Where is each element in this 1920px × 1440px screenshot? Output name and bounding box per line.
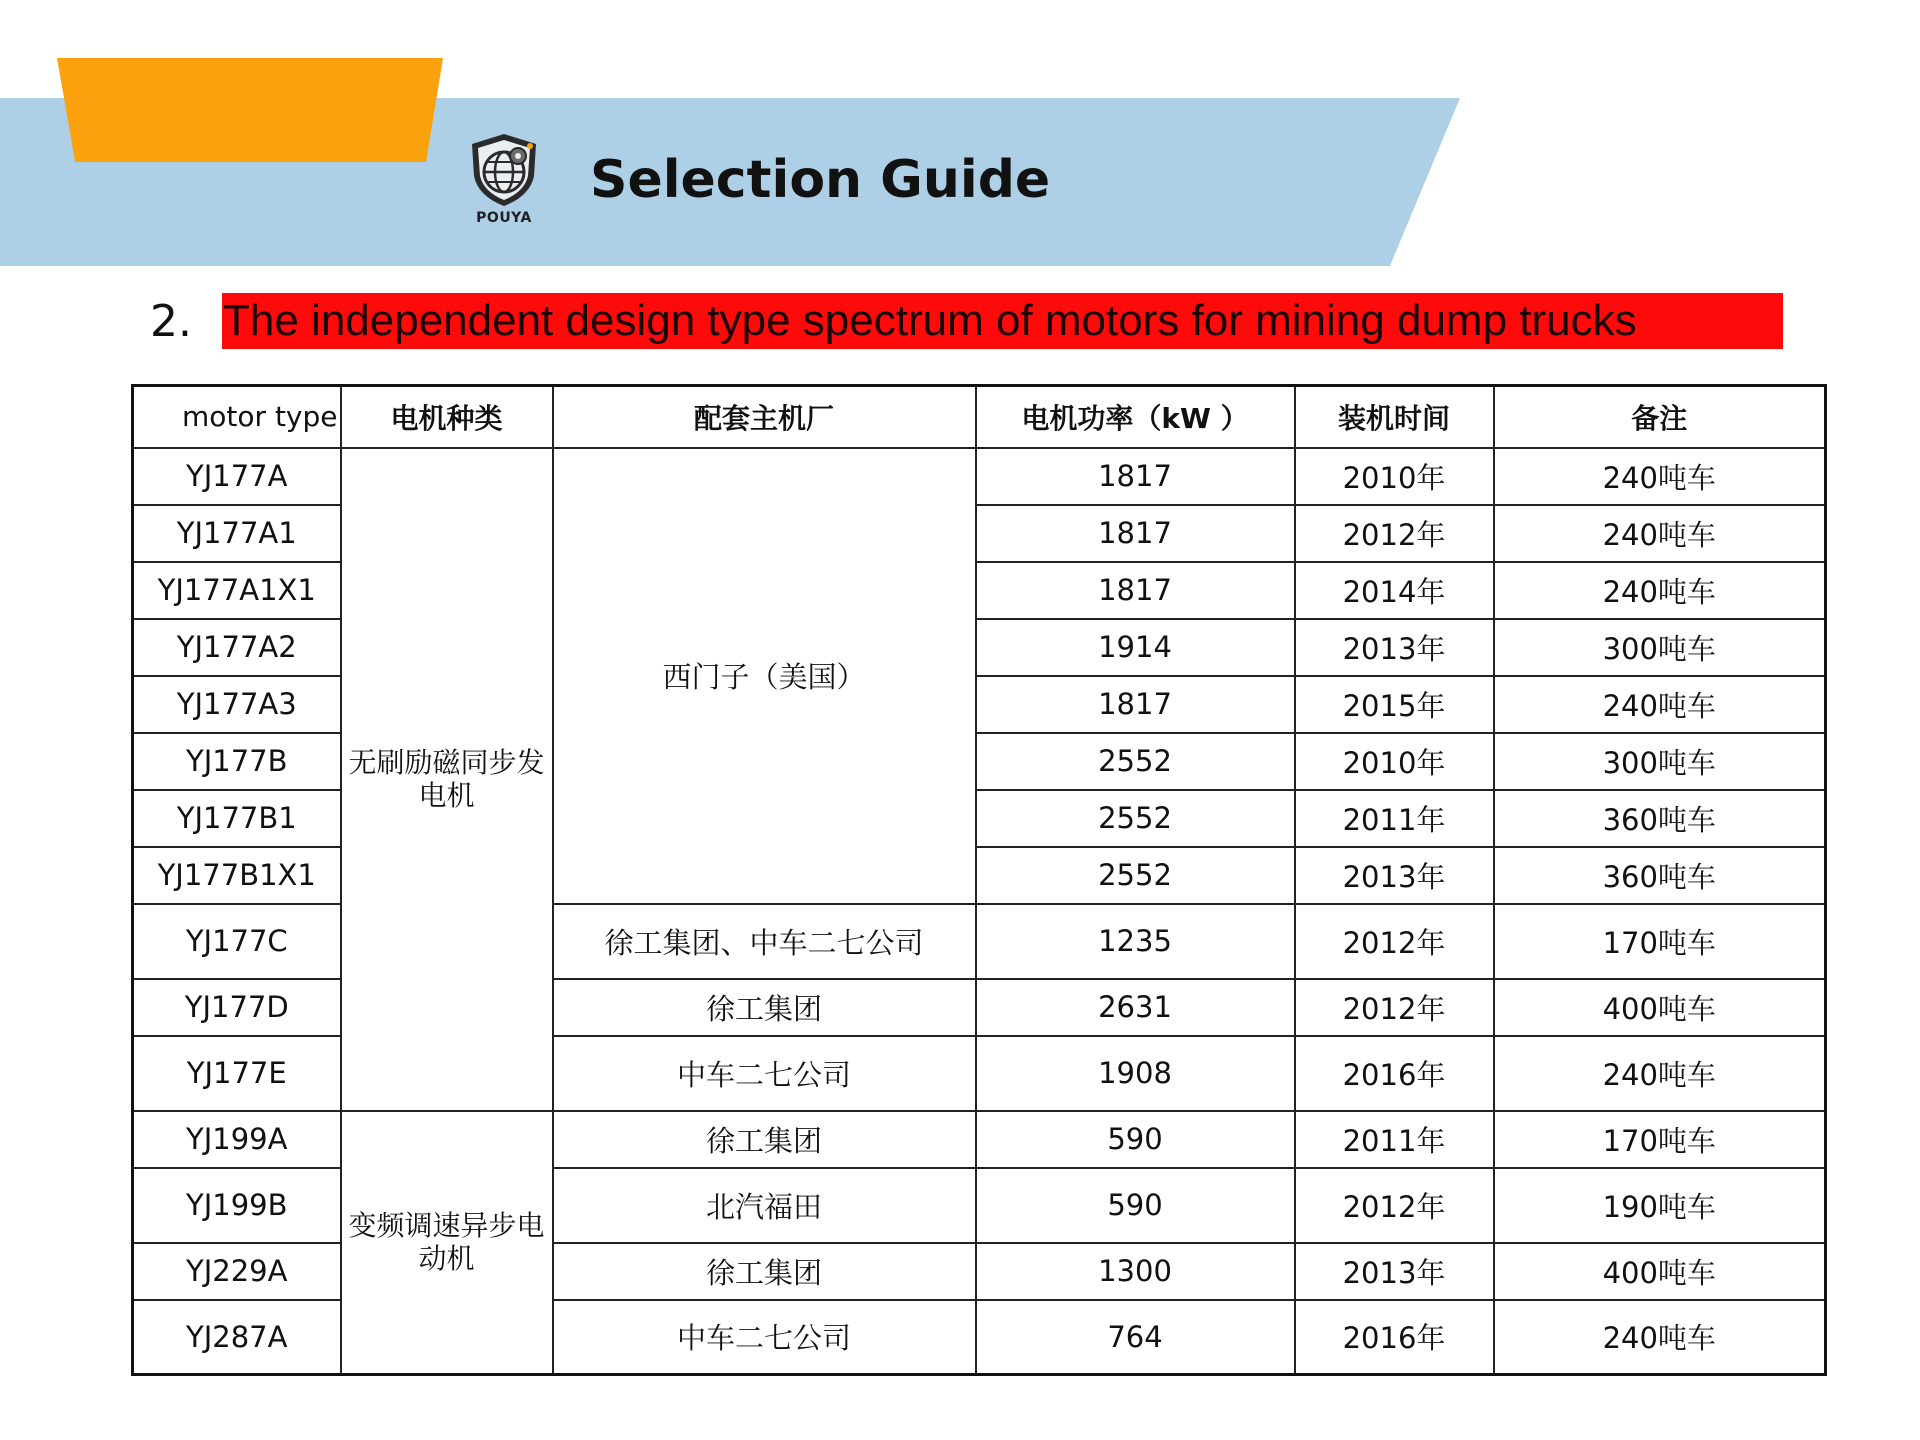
- cell-note: 300吨车: [1494, 733, 1826, 790]
- cell-power: 764: [976, 1300, 1295, 1375]
- cell-manufacturer: 中车二七公司: [553, 1036, 976, 1111]
- cell-model: YJ229A: [133, 1243, 341, 1300]
- cell-power: 1817: [976, 448, 1295, 505]
- cell-model: YJ177A3: [133, 676, 341, 733]
- cell-year: 2016年: [1295, 1300, 1494, 1375]
- cell-note: 240吨车: [1494, 562, 1826, 619]
- cell-model: YJ177A1: [133, 505, 341, 562]
- cell-model: YJ177B1: [133, 790, 341, 847]
- cell-power: 1817: [976, 562, 1295, 619]
- cell-model: YJ199A: [133, 1111, 341, 1168]
- section-number: 2.: [150, 296, 192, 347]
- cell-year: 2012年: [1295, 1168, 1494, 1243]
- table-row: [133, 1111, 1826, 1168]
- col-header-note: 备注: [1494, 386, 1826, 448]
- section-heading: The independent design type spectrum of motors for mining dump trucks: [222, 293, 1783, 349]
- cell-note: 360吨车: [1494, 847, 1826, 904]
- col-header-motor-type: motor type: [133, 386, 341, 448]
- motor-spec-table: [131, 384, 1827, 1376]
- cell-note: 240吨车: [1494, 1036, 1826, 1111]
- cell-power: 1914: [976, 619, 1295, 676]
- header-accent: [57, 58, 443, 162]
- cell-manufacturer: 徐工集团: [553, 979, 976, 1036]
- cell-note: 240吨车: [1494, 1300, 1826, 1375]
- cell-power: 2552: [976, 847, 1295, 904]
- cell-power: 590: [976, 1168, 1295, 1243]
- table-header-row: [133, 386, 1826, 448]
- cell-note: 240吨车: [1494, 505, 1826, 562]
- cell-year: 2013年: [1295, 1243, 1494, 1300]
- cell-manufacturer: 西门子（美国）: [553, 448, 976, 904]
- cell-power: 2552: [976, 790, 1295, 847]
- col-header-category: 电机种类: [341, 386, 553, 448]
- cell-year: 2012年: [1295, 904, 1494, 979]
- cell-manufacturer: 徐工集团: [553, 1243, 976, 1300]
- cell-year: 2014年: [1295, 562, 1494, 619]
- cell-year: 2012年: [1295, 979, 1494, 1036]
- cell-power: 1817: [976, 505, 1295, 562]
- col-header-manufacturer: 配套主机厂: [553, 386, 976, 448]
- cell-note: 300吨车: [1494, 619, 1826, 676]
- cell-year: 2013年: [1295, 847, 1494, 904]
- cell-model: YJ177A1X1: [133, 562, 341, 619]
- cell-manufacturer: 徐工集团、中车二七公司: [553, 904, 976, 979]
- cell-category: 变频调速异步电动机: [341, 1111, 553, 1375]
- cell-year: 2012年: [1295, 505, 1494, 562]
- cell-note: 360吨车: [1494, 790, 1826, 847]
- cell-power: 1908: [976, 1036, 1295, 1111]
- cell-power: 1300: [976, 1243, 1295, 1300]
- cell-power: 590: [976, 1111, 1295, 1168]
- cell-year: 2010年: [1295, 733, 1494, 790]
- cell-year: 2010年: [1295, 448, 1494, 505]
- cell-model: YJ287A: [133, 1300, 341, 1375]
- cell-year: 2016年: [1295, 1036, 1494, 1111]
- cell-year: 2011年: [1295, 1111, 1494, 1168]
- shield-globe-icon: [468, 132, 540, 208]
- cell-manufacturer: 徐工集团: [553, 1111, 976, 1168]
- cell-model: YJ177A: [133, 448, 341, 505]
- cell-year: 2011年: [1295, 790, 1494, 847]
- logo-text: POUYA: [476, 210, 532, 226]
- page-title: Selection Guide: [590, 150, 1051, 210]
- cell-model: YJ177A2: [133, 619, 341, 676]
- cell-category: 无刷励磁同步发电机: [341, 448, 553, 1111]
- cell-power: 1817: [976, 676, 1295, 733]
- cell-model: YJ177E: [133, 1036, 341, 1111]
- cell-model: YJ177C: [133, 904, 341, 979]
- cell-manufacturer: 中车二七公司: [553, 1300, 976, 1375]
- cell-note: 400吨车: [1494, 979, 1826, 1036]
- cell-note: 170吨车: [1494, 1111, 1826, 1168]
- cell-power: 2631: [976, 979, 1295, 1036]
- cell-note: 400吨车: [1494, 1243, 1826, 1300]
- cell-note: 240吨车: [1494, 676, 1826, 733]
- cell-manufacturer: 北汽福田: [553, 1168, 976, 1243]
- col-header-install-year: 装机时间: [1295, 386, 1494, 448]
- table-row: [133, 448, 1826, 505]
- col-header-power: 电机功率（kW ）: [976, 386, 1295, 448]
- cell-model: YJ177B1X1: [133, 847, 341, 904]
- cell-model: YJ177B: [133, 733, 341, 790]
- cell-power: 1235: [976, 904, 1295, 979]
- cell-note: 190吨车: [1494, 1168, 1826, 1243]
- pouya-logo: [468, 132, 540, 232]
- cell-note: 240吨车: [1494, 448, 1826, 505]
- cell-power: 2552: [976, 733, 1295, 790]
- cell-model: YJ177D: [133, 979, 341, 1036]
- cell-year: 2013年: [1295, 619, 1494, 676]
- cell-model: YJ199B: [133, 1168, 341, 1243]
- cell-note: 170吨车: [1494, 904, 1826, 979]
- cell-year: 2015年: [1295, 676, 1494, 733]
